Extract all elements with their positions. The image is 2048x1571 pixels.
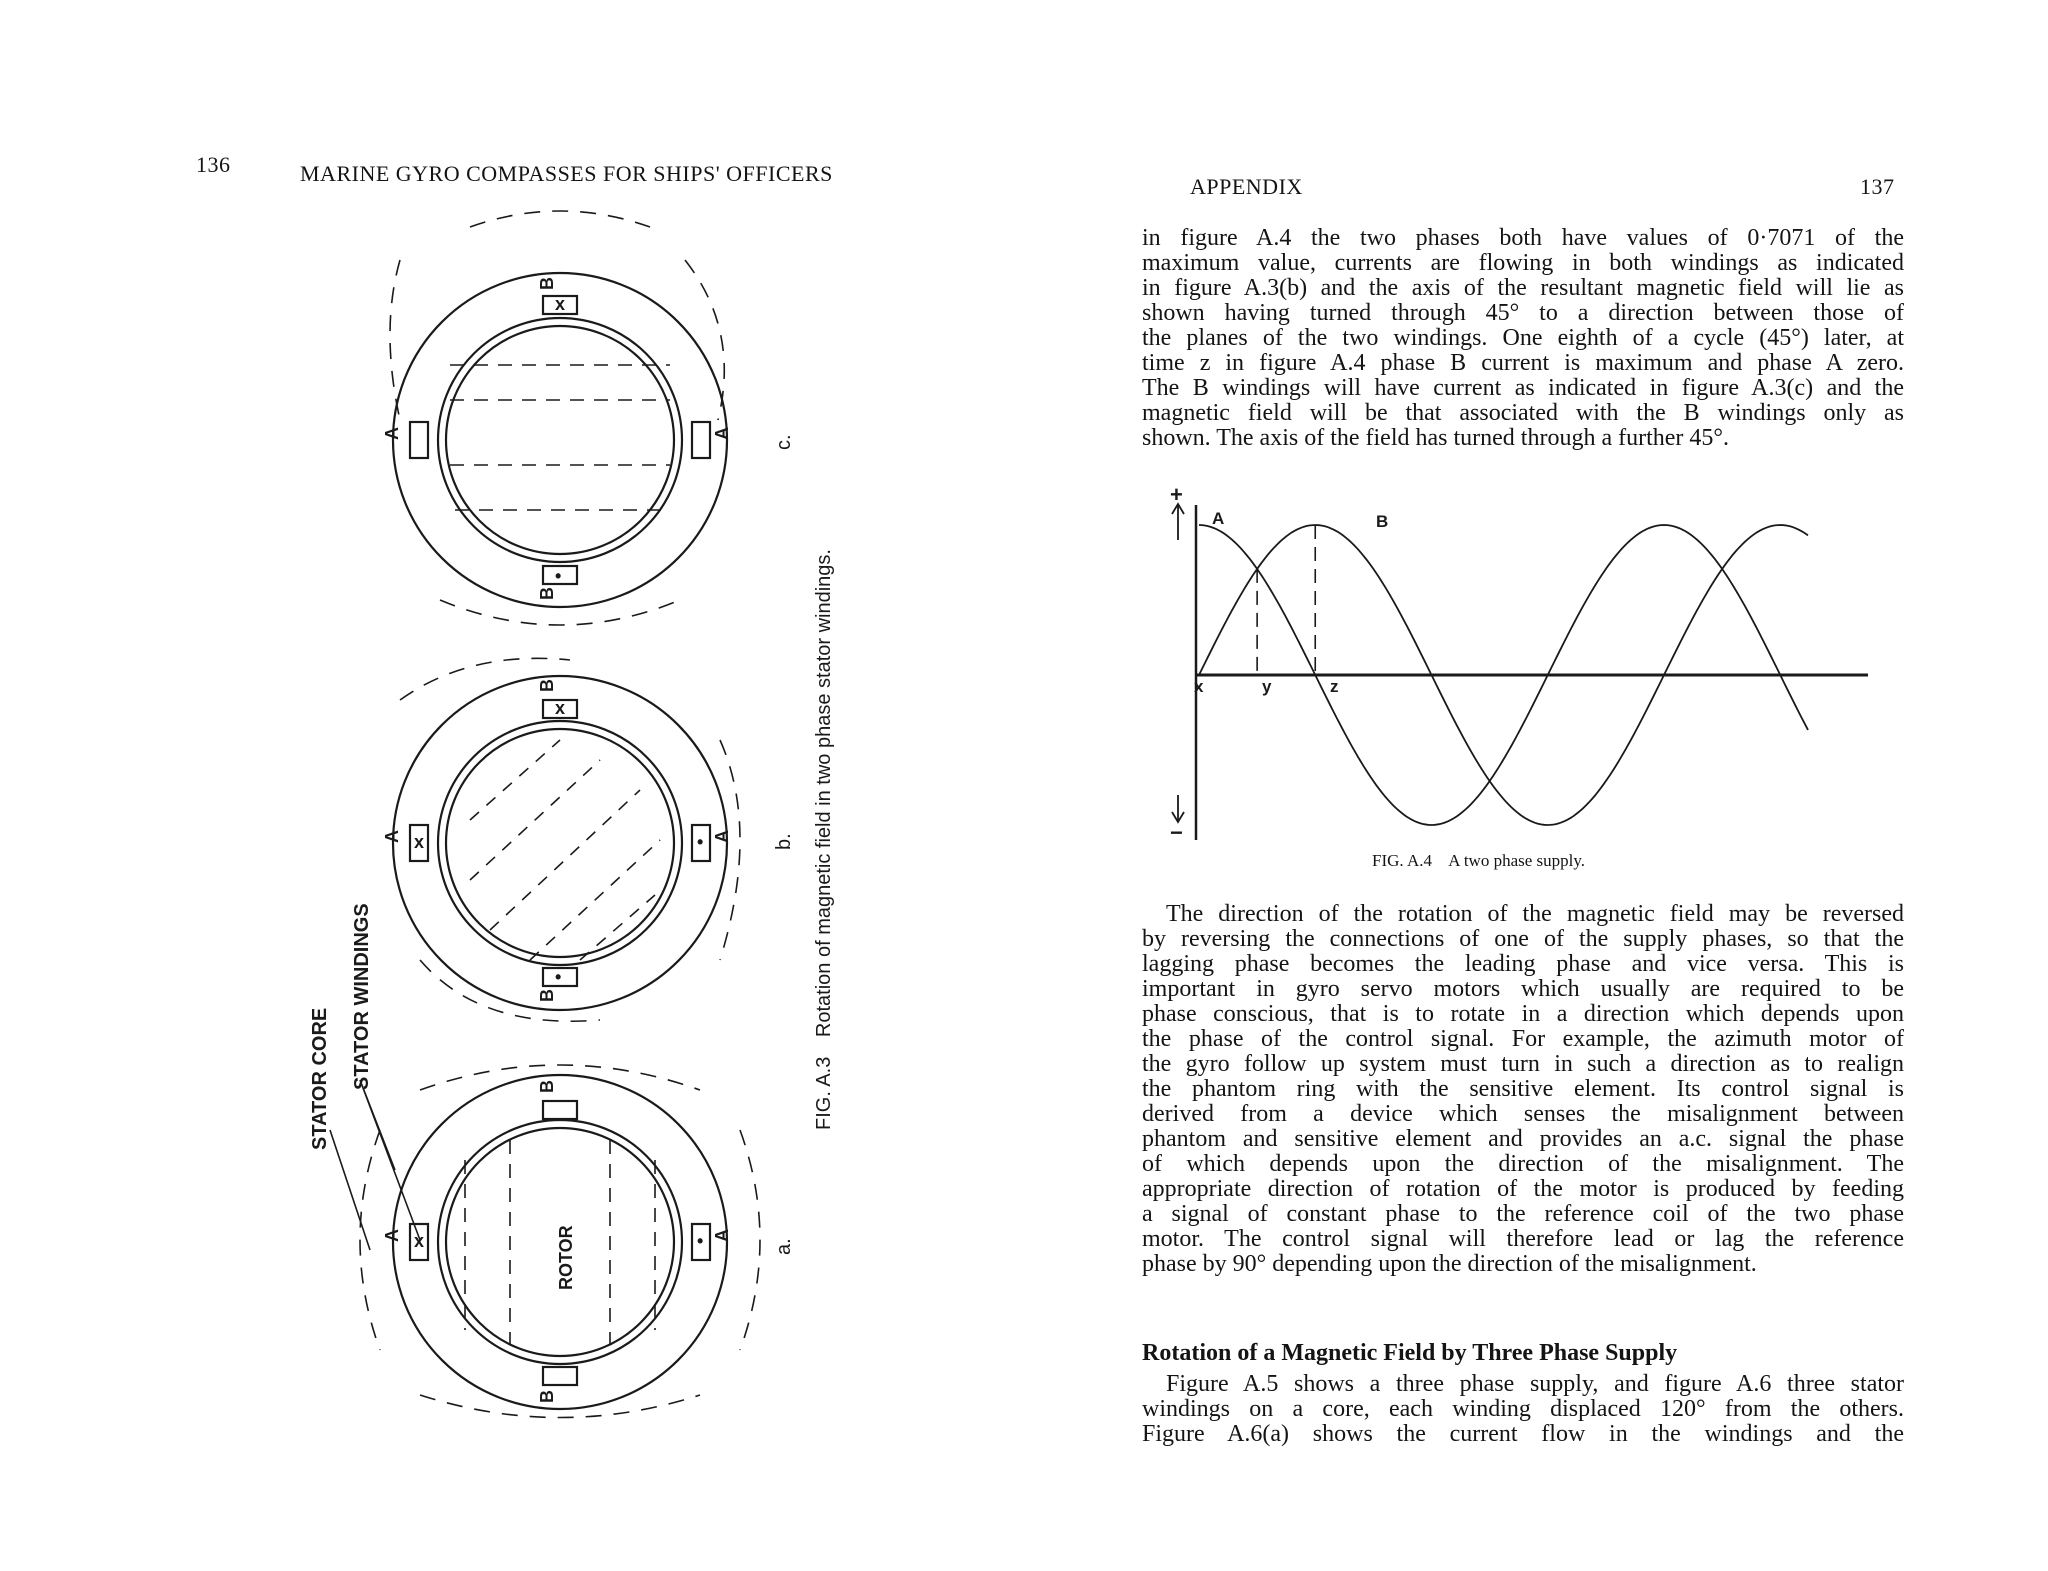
text-line: The B windings will have current as indicated in figure A.3(c) and the (1142, 375, 1904, 401)
left-running-head: MARINE GYRO COMPASSES FOR SHIPS' OFFICERS (300, 161, 833, 186)
curve-label-a: A (1212, 509, 1225, 528)
stator-diagram-b (393, 658, 740, 1021)
figure-a4 (1160, 480, 1880, 860)
text-line: motor. The control signal will therefore lead or lag the reference (1142, 1226, 1904, 1252)
text-line: derived from a device which senses the misalignment between (1142, 1101, 1904, 1127)
text-line: maximum value, currents are flowing in both windings as indicated (1142, 250, 1904, 276)
figure-a4-caption-prefix: FIG. A.4 (1372, 851, 1432, 870)
paragraph-2 (1142, 902, 1904, 1277)
text-line: in figure A.4 the two phases both have values of 0·7071 of the (1142, 225, 1904, 251)
left-page-number: 136 (196, 152, 231, 177)
winding-label: B (537, 587, 557, 600)
text-line: the planes of the two windings. One eighth of a cycle (45°) later, at (1142, 325, 1904, 351)
text-line: time z in figure A.4 phase B current is maximum and phase A zero. (1142, 350, 1904, 376)
section-heading: Rotation of a Magnetic Field by Three Phase Supply (1142, 1340, 1678, 1366)
subfigure-label-c: c. (773, 434, 795, 450)
text-line: Figure A.6(a) shows the current flow in the windings and the (1142, 1421, 1904, 1447)
winding-label: B (537, 989, 557, 1002)
figure-a3-caption-text: Rotation of magnetic field in two phase stator windings. (813, 549, 835, 1038)
winding-label: A (382, 1229, 402, 1242)
stator-core-label: STATOR CORE (309, 1007, 331, 1150)
text-line: Figure A.5 shows a three phase supply, and figure A.6 three stator (1166, 1371, 1904, 1397)
text-line: by reversing the connections of one of the supply phases, so that the (1142, 926, 1904, 952)
winding-label: A (712, 1229, 732, 1242)
winding-label: A (382, 427, 402, 440)
figure-a4-caption (1372, 851, 1585, 871)
time-label-z: z (1330, 677, 1339, 696)
right-page-number: 137 (1860, 174, 1895, 199)
text-line: the gyro follow up system must turn in such a direction as to realign (1142, 1051, 1904, 1077)
subfigure-label-a: a. (773, 1238, 795, 1255)
figure-a3-caption-prefix: FIG. A.3 (813, 1056, 835, 1130)
winding-label: x (414, 832, 425, 852)
figure-a3 (290, 200, 850, 1430)
time-label-y: y (1262, 677, 1272, 696)
winding-label: x (555, 294, 566, 314)
text-line: phantom and sensitive element and provides an a.c. signal the phase (1142, 1126, 1904, 1152)
winding-label: x (414, 1231, 425, 1251)
text-line: lagging phase becomes the leading phase and vice versa. This is (1142, 951, 1904, 977)
winding-label: B (537, 1390, 557, 1403)
stator-diagram-c (390, 211, 727, 625)
winding-label: A (382, 830, 402, 843)
text-line: The direction of the rotation of the magnetic field may be reversed (1166, 901, 1904, 927)
text-line: appropriate direction of rotation of the motor is produced by feeding (1142, 1176, 1904, 1202)
winding-label: • (555, 967, 562, 987)
time-label-x: x (1194, 677, 1204, 696)
subfigure-label-b: b. (773, 833, 795, 850)
winding-label: A (712, 830, 732, 843)
text-line: the phase of the control signal. For example, the azimuth motor of (1142, 1026, 1904, 1052)
text-line: magnetic field will be that associated with the B windings only as (1142, 400, 1904, 426)
text-line: shown having turned through 45° to a direction between those of (1142, 300, 1904, 326)
plus-label: + (1170, 482, 1183, 507)
figure-a4-caption-text: A two phase supply. (1448, 851, 1586, 870)
winding-label: B (537, 277, 557, 290)
text-line: phase by 90° depending upon the direction of the misalignment. (1142, 1251, 1757, 1277)
winding-label: B (537, 679, 557, 692)
minus-label: − (1170, 820, 1183, 845)
winding-label: • (555, 566, 562, 586)
paragraph-3 (1142, 1372, 1904, 1447)
winding-label: B (537, 1080, 557, 1093)
text-line: shown. The axis of the field has turned through a further 45°. (1142, 425, 1730, 451)
text-line: in figure A.3(b) and the axis of the resultant magnetic field will lie as (1142, 275, 1904, 301)
figure-a3-caption (813, 549, 835, 1130)
curve-label-b: B (1376, 512, 1389, 531)
winding-label: • (697, 832, 704, 852)
text-line: a signal of constant phase to the reference coil of the two phase (1142, 1201, 1904, 1227)
text-line: the phantom ring with the sensitive element. Its control signal is (1142, 1076, 1904, 1102)
text-line: important in gyro servo motors which usually are required to be (1142, 976, 1904, 1002)
winding-label: • (697, 1231, 704, 1251)
paragraph-1 (1142, 226, 1904, 451)
stator-windings-label: STATOR WINDINGS (351, 903, 373, 1090)
text-line: windings on a core, each winding displaced 120° from the others. (1142, 1396, 1904, 1422)
text-line: of which depends upon the direction of the misalignment. The (1142, 1151, 1904, 1177)
winding-label: A (712, 427, 732, 440)
text-line: phase conscious, that is to rotate in a direction which depends upon (1142, 1001, 1904, 1027)
winding-label: x (555, 698, 566, 718)
rotor-label: ROTOR (556, 1225, 576, 1290)
right-running-head: APPENDIX (1190, 174, 1303, 199)
